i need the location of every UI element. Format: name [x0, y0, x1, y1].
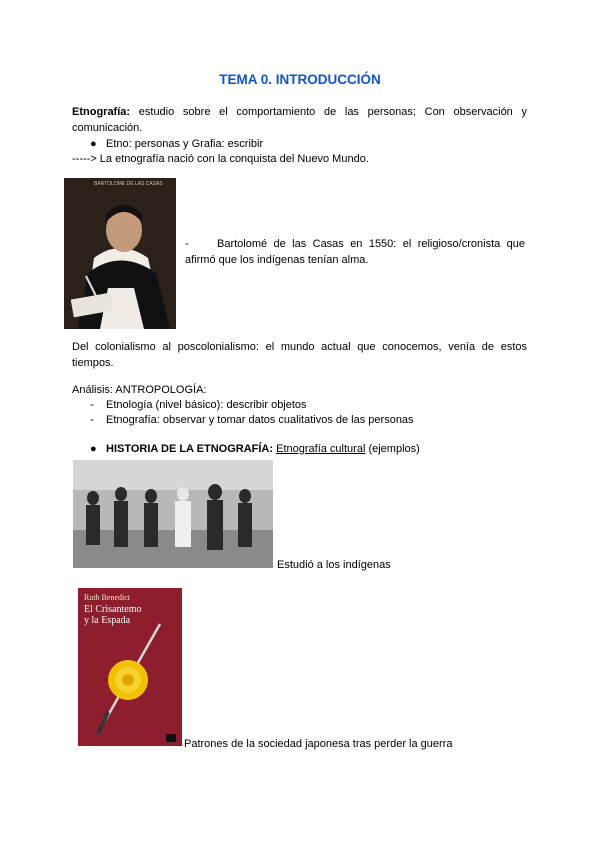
etnografia-definition	[72, 104, 527, 120]
analisis-item	[90, 397, 307, 413]
book-title-line1: El Crisantemo	[84, 604, 142, 615]
analisis-heading: Análisis: ANTROPOLOGÍA:	[72, 384, 207, 396]
historia-suffix: (ejemplos)	[368, 443, 420, 455]
publisher-logo-icon	[166, 734, 176, 742]
book-title-line2: y la Espada	[84, 615, 131, 626]
analisis-item-text: Etnología (nivel básico): describir objetos	[106, 399, 307, 411]
caption-dash: -	[185, 238, 189, 250]
dash-marker: -	[90, 399, 94, 411]
historia-heading: HISTORIA DE LA ETNOGRAFÍA:	[106, 443, 274, 455]
analisis-item-text: Etnografía: observar y tomar datos cualitativos de las personas	[106, 414, 414, 426]
portrait-caption-line2: afirmó que los indígenas tenían alma.	[185, 254, 369, 266]
photo-figures	[73, 460, 273, 568]
book-caption: Patrones de la sociedad japonesa tras perder la guerra	[184, 738, 453, 750]
arrow-note: -----> La etnografía nació con la conquista del Nuevo Mundo.	[72, 153, 369, 165]
caption-line1: Bartolomé de las Casas en 1550: el religioso/cronista que	[217, 238, 525, 250]
etnografia-definition-text: estudio sobre el comportamiento de las personas; Con observación y	[138, 106, 527, 118]
portrait-image	[64, 178, 176, 329]
analisis-item	[90, 412, 414, 428]
etnografia-term: Etnografía:	[72, 106, 131, 118]
page-title: TEMA 0. INTRODUCCIÓN	[219, 72, 381, 87]
portrait-figure	[64, 178, 176, 329]
etymology-text: Etno: personas y Grafia: escribir	[106, 138, 264, 150]
dash-marker: -	[90, 414, 94, 426]
bullet-icon: ●	[90, 138, 97, 150]
historia-heading-row	[90, 441, 420, 457]
book-author: Ruth Benedict	[84, 593, 130, 602]
indigenous-photo	[73, 460, 273, 568]
colonialismo-line1: Del colonialismo al poscolonialismo: el mundo actual que conocemos, venía de estos	[72, 341, 527, 353]
chrysanthemum-icon	[108, 660, 148, 700]
book-cover-art	[78, 588, 182, 746]
book-cover-image	[78, 588, 182, 746]
etnografia-definition-cont: comunicación.	[72, 122, 143, 134]
portrait-caption	[185, 236, 525, 252]
colonialismo-line2: tiempos.	[72, 357, 114, 369]
bullet-icon: ●	[90, 443, 97, 455]
etymology-item	[90, 136, 263, 152]
photo-caption: Estudió a los indígenas	[277, 559, 391, 571]
portrait-inscription: BARTOLOME DE LAS CASAS	[94, 181, 163, 187]
etnografia-cultural-link[interactable]: Etnografía cultural	[276, 443, 366, 455]
